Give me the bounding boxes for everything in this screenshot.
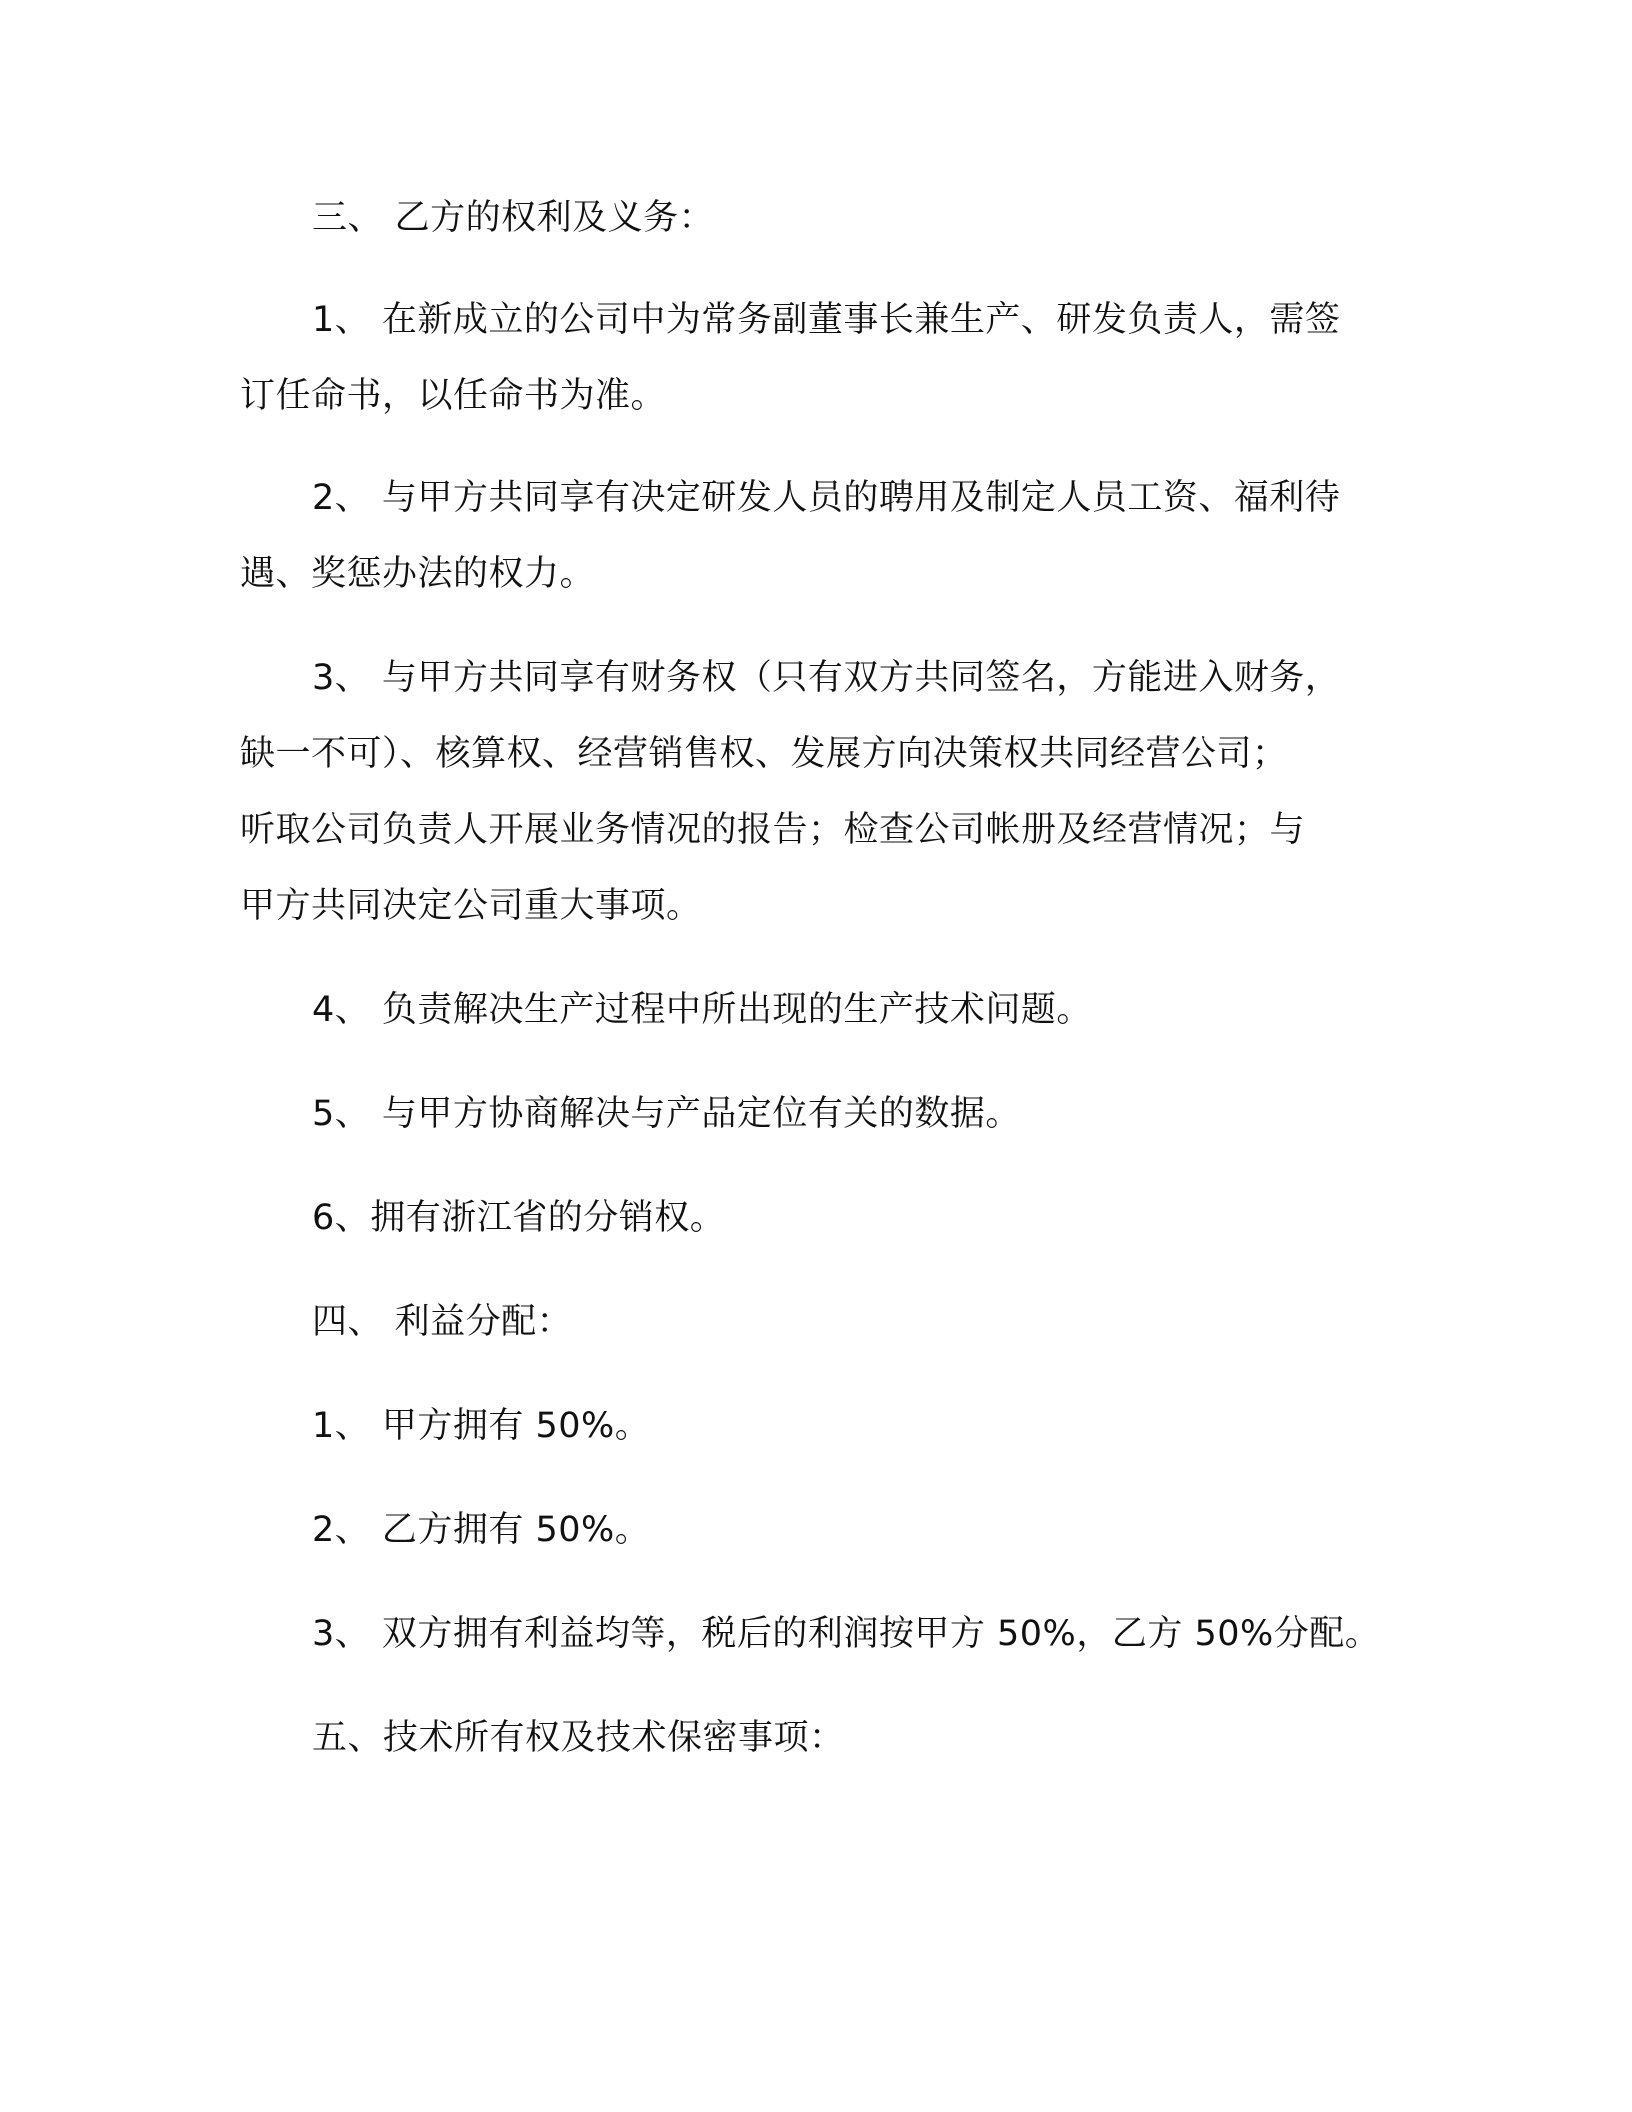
- section-4-item-1: 1、 甲方拥有 50%。: [312, 1406, 651, 1446]
- section-3-item-3-line-4: 甲方共同决定公司重大事项。: [240, 886, 702, 926]
- section-3-item-3-line-2: 缺一不可）、核算权、经营销售权、发展方向决策权共同经营公司；: [240, 734, 1288, 774]
- section-3-item-5: 5、 与甲方协商解决与产品定位有关的数据。: [312, 1094, 1021, 1134]
- section-3-item-3-line-3: 听取公司负责人开展业务情况的报告；检查公司帐册及经营情况；与: [240, 810, 1306, 850]
- section-3-item-2-line-2: 遇、奖惩办法的权力。: [240, 554, 596, 594]
- section-3-item-2-line-1: 2、 与甲方共同享有决定研发人员的聘用及制定人员工资、福利待: [312, 478, 1341, 518]
- section-3-item-6: 6、拥有浙江省的分销权。: [312, 1198, 726, 1238]
- section-3-item-1-line-1: 1、 在新成立的公司中为常务副董事长兼生产、研发负责人，需签: [312, 300, 1341, 340]
- section-4-item-3: 3、 双方拥有利益均等，税后的利润按甲方 50%，乙方 50%分配。: [312, 1614, 1381, 1654]
- section-4-item-2: 2、 乙方拥有 50%。: [312, 1510, 651, 1550]
- section-3-item-1-line-2: 订任命书，以任命书为准。: [240, 376, 667, 416]
- section-3-item-3-line-1: 3、 与甲方共同享有财务权（只有双方共同签名，方能进入财务，: [312, 658, 1341, 698]
- section-3-item-4: 4、 负责解决生产过程中所出现的生产技术问题。: [312, 990, 1092, 1030]
- section-5-heading: 五、技术所有权及技术保密事项：: [312, 1718, 845, 1758]
- section-4-heading: 四、 利益分配：: [312, 1302, 573, 1342]
- section-3-heading: 三、 乙方的权利及义务：: [312, 198, 715, 238]
